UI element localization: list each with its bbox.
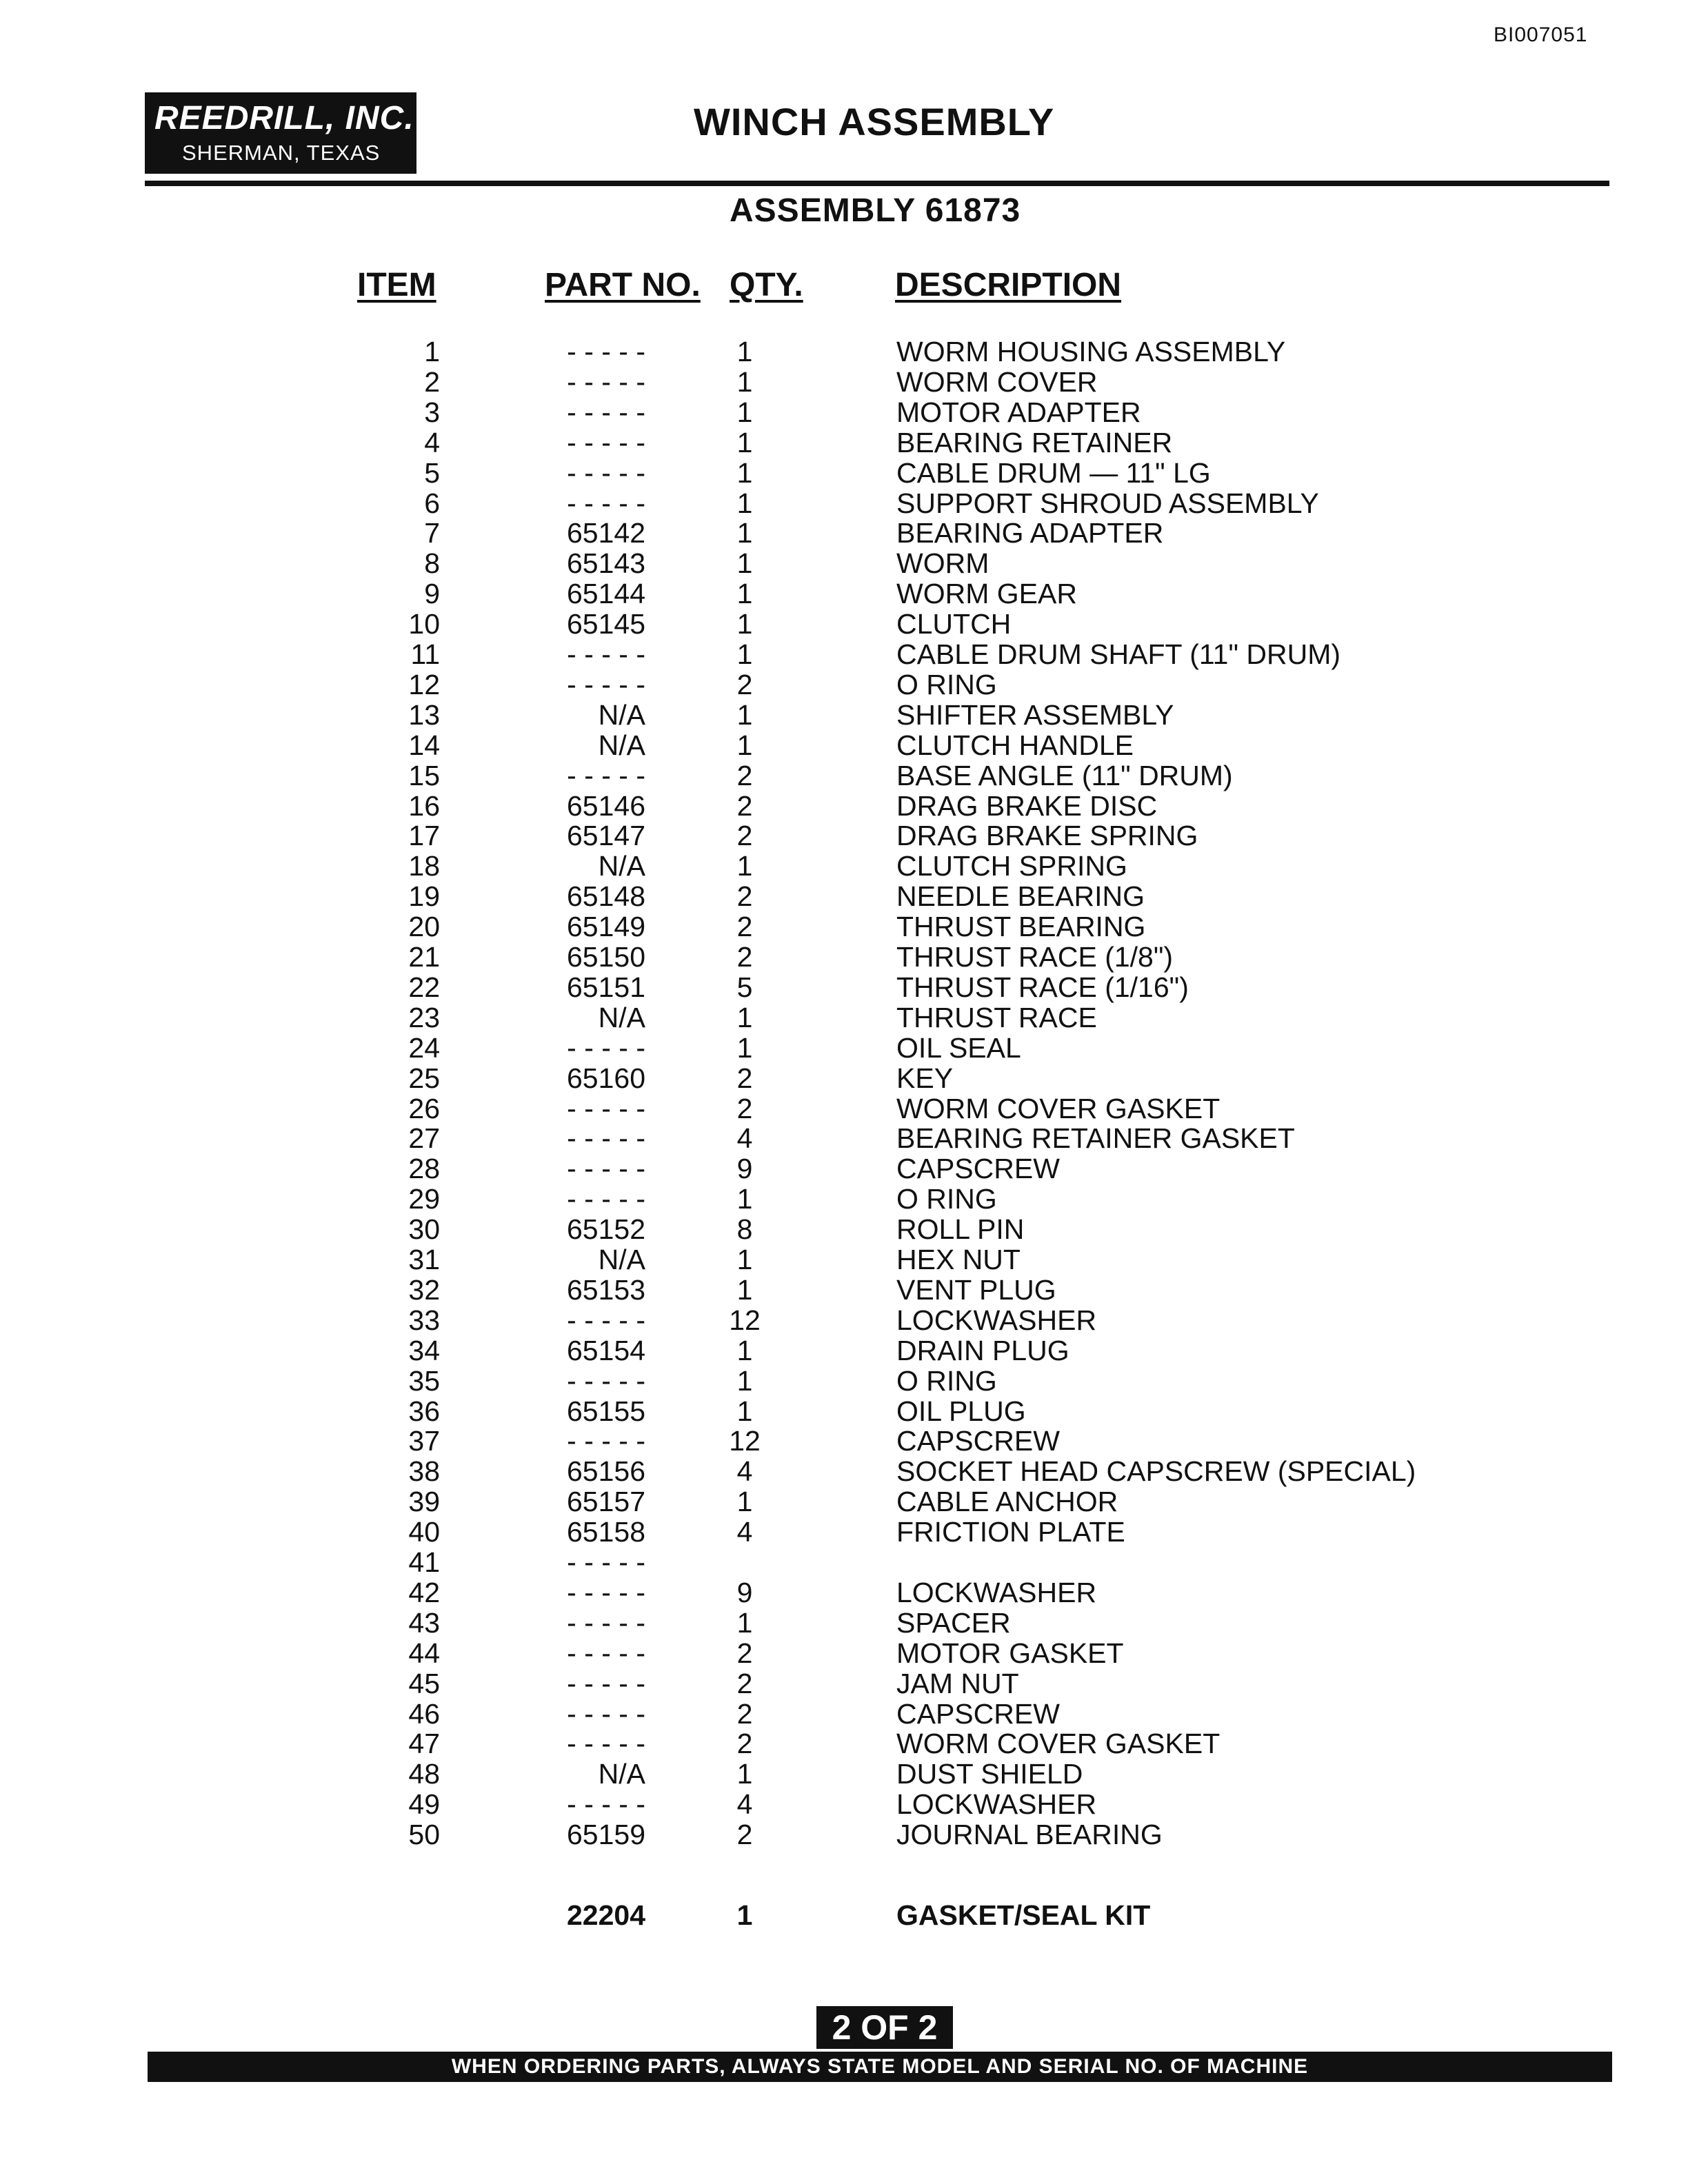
row-description: THRUST RACE bbox=[896, 1002, 1097, 1033]
table-row bbox=[0, 609, 1688, 639]
row-part-no: 65156 bbox=[566, 1455, 645, 1487]
row-description: DRAG BRAKE SPRING bbox=[896, 820, 1198, 851]
table-row bbox=[0, 851, 1688, 881]
table-row bbox=[0, 639, 1688, 669]
row-description: WORM COVER GASKET bbox=[896, 1093, 1220, 1124]
row-item: 26 bbox=[408, 1093, 440, 1124]
table-row bbox=[0, 881, 1688, 911]
table-row bbox=[0, 1396, 1688, 1426]
row-description: NEEDLE BEARING bbox=[896, 880, 1145, 912]
row-part-no: - - - - - bbox=[567, 1698, 645, 1730]
row-description: CAPSCREW bbox=[896, 1425, 1060, 1457]
row-qty: 1 bbox=[736, 517, 753, 549]
assembly-number: ASSEMBLY 61873 bbox=[730, 192, 1021, 229]
row-qty: 1 bbox=[736, 1335, 753, 1366]
row-qty: 2 bbox=[736, 1093, 753, 1124]
row-description: CABLE DRUM — 11" LG bbox=[896, 457, 1211, 489]
row-description: BEARING RETAINER bbox=[896, 427, 1173, 458]
row-item: 32 bbox=[408, 1274, 440, 1306]
table-row bbox=[0, 578, 1688, 609]
row-description: ROLL PIN bbox=[896, 1213, 1025, 1245]
row-qty: 4 bbox=[736, 1516, 753, 1548]
row-part-no: - - - - - bbox=[567, 1365, 645, 1397]
row-qty: 1 bbox=[736, 1244, 753, 1275]
table-row bbox=[0, 972, 1688, 1002]
row-qty: 9 bbox=[736, 1577, 753, 1608]
row-part-no: - - - - - bbox=[567, 1546, 645, 1578]
row-description: CABLE ANCHOR bbox=[896, 1486, 1118, 1517]
row-part-no: N/A bbox=[598, 699, 645, 731]
row-part-no: - - - - - bbox=[567, 396, 645, 428]
row-item: 13 bbox=[408, 699, 440, 731]
table-row bbox=[0, 1335, 1688, 1366]
row-description: CAPSCREW bbox=[896, 1153, 1060, 1184]
row-qty: 1 bbox=[736, 1758, 753, 1790]
row-description: SUPPORT SHROUD ASSEMBLY bbox=[896, 487, 1319, 519]
table-row bbox=[0, 669, 1688, 700]
row-description: MOTOR ADAPTER bbox=[896, 396, 1141, 428]
row-item: 37 bbox=[408, 1425, 440, 1457]
row-qty: 2 bbox=[736, 669, 753, 700]
table-row bbox=[0, 1305, 1688, 1335]
row-description: CLUTCH HANDLE bbox=[896, 729, 1134, 761]
row-qty: 2 bbox=[736, 820, 753, 851]
footer-notice: WHEN ORDERING PARTS, ALWAYS STATE MODEL AND SERIAL NO. OF MACHINE bbox=[148, 2052, 1612, 2082]
table-row bbox=[0, 336, 1688, 367]
row-item: 19 bbox=[408, 880, 440, 912]
table-row bbox=[0, 1244, 1688, 1275]
row-item: 46 bbox=[408, 1698, 440, 1730]
row-part-no: 65151 bbox=[566, 971, 645, 1003]
row-item: 3 bbox=[424, 396, 440, 428]
row-description: CLUTCH bbox=[896, 608, 1012, 640]
row-item: 39 bbox=[408, 1486, 440, 1517]
row-qty: 4 bbox=[736, 1122, 753, 1154]
row-part-no: 65152 bbox=[566, 1213, 645, 1245]
row-part-no: - - - - - bbox=[567, 1183, 645, 1215]
row-item: 9 bbox=[424, 578, 440, 609]
row-item: 8 bbox=[424, 547, 440, 579]
row-description: OIL PLUG bbox=[896, 1395, 1026, 1427]
row-qty: 1 bbox=[736, 1486, 753, 1517]
row-item: 33 bbox=[408, 1304, 440, 1336]
row-item: 7 bbox=[424, 517, 440, 549]
row-part-no: - - - - - bbox=[567, 760, 645, 791]
kit-description: GASKET/SEAL KIT bbox=[896, 1899, 1151, 1931]
row-item: 11 bbox=[410, 638, 440, 670]
table-row bbox=[0, 1002, 1688, 1033]
row-description: MOTOR GASKET bbox=[896, 1637, 1124, 1669]
row-description: SHIFTER ASSEMBLY bbox=[896, 699, 1174, 731]
row-part-no: - - - - - bbox=[567, 1577, 645, 1608]
row-description: DRAG BRAKE DISC bbox=[896, 790, 1158, 822]
table-row bbox=[0, 397, 1688, 427]
row-part-no: - - - - - bbox=[567, 1032, 645, 1064]
row-item: 27 bbox=[408, 1122, 440, 1154]
row-description: LOCKWASHER bbox=[896, 1788, 1097, 1820]
row-qty: 8 bbox=[736, 1213, 753, 1245]
row-qty: 1 bbox=[736, 427, 753, 458]
row-part-no: 65144 bbox=[566, 578, 645, 609]
row-item: 20 bbox=[408, 911, 440, 942]
row-qty: 1 bbox=[736, 729, 753, 761]
row-item: 12 bbox=[408, 669, 440, 700]
row-item: 34 bbox=[408, 1335, 440, 1366]
row-description: WORM COVER GASKET bbox=[896, 1728, 1220, 1759]
row-part-no: 65143 bbox=[566, 547, 645, 579]
row-qty: 1 bbox=[736, 457, 753, 489]
row-qty: 2 bbox=[736, 941, 753, 973]
table-row bbox=[0, 1668, 1688, 1699]
row-part-no: 65154 bbox=[566, 1335, 645, 1366]
row-item: 23 bbox=[408, 1002, 440, 1033]
row-qty: 12 bbox=[729, 1425, 761, 1457]
table-row bbox=[0, 458, 1688, 488]
row-part-no: - - - - - bbox=[567, 427, 645, 458]
row-part-no: 65145 bbox=[566, 608, 645, 640]
row-qty: 12 bbox=[729, 1304, 761, 1336]
row-item: 15 bbox=[408, 760, 440, 791]
table-row bbox=[0, 1608, 1688, 1638]
row-qty: 1 bbox=[736, 1032, 753, 1064]
row-part-no: - - - - - bbox=[567, 669, 645, 700]
row-item: 49 bbox=[408, 1788, 440, 1820]
row-item: 41 bbox=[408, 1546, 440, 1578]
table-row bbox=[0, 488, 1688, 518]
row-part-no: - - - - - bbox=[567, 366, 645, 398]
row-qty: 1 bbox=[736, 1183, 753, 1215]
row-item: 24 bbox=[408, 1032, 440, 1064]
row-qty: 1 bbox=[736, 1274, 753, 1306]
row-description: HEX NUT bbox=[896, 1244, 1021, 1275]
row-qty: 1 bbox=[736, 1002, 753, 1033]
row-part-no: 65149 bbox=[566, 911, 645, 942]
table-row bbox=[0, 760, 1688, 791]
row-description: CABLE DRUM SHAFT (11" DRUM) bbox=[896, 638, 1341, 670]
row-item: 30 bbox=[408, 1213, 440, 1245]
row-item: 40 bbox=[408, 1516, 440, 1548]
row-part-no: - - - - - bbox=[567, 336, 645, 367]
page-indicator: 2 OF 2 bbox=[816, 2006, 953, 2049]
column-header-qty: QTY. bbox=[730, 267, 803, 303]
row-item: 21 bbox=[408, 941, 440, 973]
table-row bbox=[0, 1456, 1688, 1486]
row-description: BASE ANGLE (11" DRUM) bbox=[896, 760, 1233, 791]
row-qty: 1 bbox=[736, 578, 753, 609]
row-description: DRAIN PLUG bbox=[896, 1335, 1069, 1366]
row-item: 45 bbox=[408, 1668, 440, 1699]
row-description: SPACER bbox=[896, 1607, 1011, 1639]
row-item: 18 bbox=[408, 850, 440, 882]
row-description: O RING bbox=[896, 669, 997, 700]
row-part-no: - - - - - bbox=[567, 638, 645, 670]
row-qty: 1 bbox=[736, 638, 753, 670]
table-row bbox=[0, 1153, 1688, 1184]
page-title: WINCH ASSEMBLY bbox=[694, 100, 1055, 143]
row-qty: 2 bbox=[736, 1637, 753, 1669]
row-part-no: N/A bbox=[598, 1002, 645, 1033]
row-description: WORM COVER bbox=[896, 366, 1098, 398]
row-qty: 1 bbox=[736, 1365, 753, 1397]
row-item: 25 bbox=[408, 1062, 440, 1094]
row-part-no: 65157 bbox=[566, 1486, 645, 1517]
row-part-no: - - - - - bbox=[567, 1425, 645, 1457]
row-qty: 1 bbox=[736, 699, 753, 731]
row-description: VENT PLUG bbox=[896, 1274, 1056, 1306]
row-part-no: N/A bbox=[598, 1244, 645, 1275]
row-description: LOCKWASHER bbox=[896, 1304, 1097, 1336]
row-item: 44 bbox=[408, 1637, 440, 1669]
table-row bbox=[0, 1063, 1688, 1093]
row-item: 6 bbox=[424, 487, 440, 519]
row-part-no: - - - - - bbox=[567, 1728, 645, 1759]
row-part-no: - - - - - bbox=[567, 457, 645, 489]
table-row bbox=[0, 1577, 1688, 1608]
row-description: JAM NUT bbox=[896, 1668, 1019, 1699]
column-header-item: ITEM bbox=[357, 267, 436, 303]
row-part-no: N/A bbox=[598, 729, 645, 761]
table-row bbox=[0, 1033, 1688, 1063]
row-item: 43 bbox=[408, 1607, 440, 1639]
row-description: THRUST RACE (1/16") bbox=[896, 971, 1189, 1003]
kit-row bbox=[0, 1900, 1688, 1930]
row-description: OIL SEAL bbox=[896, 1032, 1021, 1064]
table-row bbox=[0, 942, 1688, 972]
row-qty: 1 bbox=[736, 366, 753, 398]
table-row bbox=[0, 1759, 1688, 1789]
row-item: 14 bbox=[408, 729, 440, 761]
row-qty: 1 bbox=[736, 547, 753, 579]
row-part-no: 65147 bbox=[566, 820, 645, 851]
row-item: 38 bbox=[408, 1455, 440, 1487]
row-qty: 1 bbox=[736, 608, 753, 640]
kit-part-no: 22204 bbox=[566, 1899, 645, 1931]
table-row bbox=[0, 1699, 1688, 1729]
row-item: 5 bbox=[424, 457, 440, 489]
row-item: 17 bbox=[408, 820, 440, 851]
row-item: 16 bbox=[408, 790, 440, 822]
row-part-no: 65142 bbox=[566, 517, 645, 549]
table-row bbox=[0, 1093, 1688, 1124]
row-part-no: - - - - - bbox=[567, 1122, 645, 1154]
kit-qty: 1 bbox=[736, 1899, 753, 1931]
row-qty: 4 bbox=[736, 1455, 753, 1487]
column-header-part-no: PART NO. bbox=[545, 267, 701, 303]
table-row bbox=[0, 548, 1688, 578]
row-qty: 2 bbox=[736, 1698, 753, 1730]
row-qty: 1 bbox=[736, 396, 753, 428]
table-row bbox=[0, 791, 1688, 821]
row-description: BEARING ADAPTER bbox=[896, 517, 1164, 549]
row-qty: 5 bbox=[736, 971, 753, 1003]
row-item: 31 bbox=[408, 1244, 440, 1275]
row-item: 42 bbox=[408, 1577, 440, 1608]
company-logo bbox=[145, 92, 416, 174]
row-description: DUST SHIELD bbox=[896, 1758, 1083, 1790]
row-qty: 1 bbox=[736, 850, 753, 882]
row-description: JOURNAL BEARING bbox=[896, 1819, 1163, 1850]
row-part-no: N/A bbox=[598, 1758, 645, 1790]
row-qty: 2 bbox=[736, 1668, 753, 1699]
table-row bbox=[0, 1638, 1688, 1668]
table-row bbox=[0, 367, 1688, 397]
row-part-no: 65153 bbox=[566, 1274, 645, 1306]
row-qty: 2 bbox=[736, 911, 753, 942]
row-description: CAPSCREW bbox=[896, 1698, 1060, 1730]
table-row bbox=[0, 1728, 1688, 1759]
header-rule bbox=[145, 181, 1609, 186]
row-qty: 2 bbox=[736, 790, 753, 822]
table-row bbox=[0, 1486, 1688, 1517]
table-row bbox=[0, 1789, 1688, 1819]
row-part-no: 65160 bbox=[566, 1062, 645, 1094]
row-part-no: 65158 bbox=[566, 1516, 645, 1548]
row-part-no: 65159 bbox=[566, 1819, 645, 1850]
row-qty: 9 bbox=[736, 1153, 753, 1184]
row-part-no: - - - - - bbox=[567, 1788, 645, 1820]
column-header-description: DESCRIPTION bbox=[895, 267, 1122, 303]
table-row bbox=[0, 427, 1688, 458]
row-item: 47 bbox=[408, 1728, 440, 1759]
row-qty: 1 bbox=[736, 487, 753, 519]
row-qty: 1 bbox=[736, 336, 753, 367]
row-description: LOCKWASHER bbox=[896, 1577, 1097, 1608]
row-description: O RING bbox=[896, 1183, 997, 1215]
row-qty: 2 bbox=[736, 880, 753, 912]
row-item: 35 bbox=[408, 1365, 440, 1397]
row-qty: 1 bbox=[736, 1607, 753, 1639]
table-row bbox=[0, 1275, 1688, 1305]
row-part-no: - - - - - bbox=[567, 1607, 645, 1639]
row-item: 36 bbox=[408, 1395, 440, 1427]
row-part-no: - - - - - bbox=[567, 1637, 645, 1669]
row-part-no: - - - - - bbox=[567, 1093, 645, 1124]
table-row bbox=[0, 820, 1688, 851]
row-item: 22 bbox=[408, 971, 440, 1003]
row-description: WORM HOUSING ASSEMBLY bbox=[896, 336, 1286, 367]
row-description: CLUTCH SPRING bbox=[896, 850, 1127, 882]
table-row bbox=[0, 1123, 1688, 1153]
table-row bbox=[0, 700, 1688, 730]
row-part-no: - - - - - bbox=[567, 1668, 645, 1699]
row-description: KEY bbox=[896, 1062, 954, 1094]
row-part-no: - - - - - bbox=[567, 487, 645, 519]
row-part-no: - - - - - bbox=[567, 1304, 645, 1336]
row-qty: 1 bbox=[736, 1395, 753, 1427]
row-qty: 4 bbox=[736, 1788, 753, 1820]
row-description: WORM bbox=[896, 547, 989, 579]
row-qty: 2 bbox=[736, 1728, 753, 1759]
table-row bbox=[0, 1184, 1688, 1214]
row-qty: 2 bbox=[736, 760, 753, 791]
row-description: THRUST BEARING bbox=[896, 911, 1146, 942]
table-row bbox=[0, 1819, 1688, 1850]
table-row bbox=[0, 1366, 1688, 1396]
row-item: 28 bbox=[408, 1153, 440, 1184]
row-description: THRUST RACE (1/8") bbox=[896, 941, 1174, 973]
row-part-no: 65146 bbox=[566, 790, 645, 822]
row-description: O RING bbox=[896, 1365, 997, 1397]
row-item: 50 bbox=[408, 1819, 440, 1850]
row-description: FRICTION PLATE bbox=[896, 1516, 1125, 1548]
row-item: 48 bbox=[408, 1758, 440, 1790]
row-item: 4 bbox=[424, 427, 440, 458]
document-id: BI007051 bbox=[1494, 23, 1588, 46]
table-row bbox=[0, 911, 1688, 942]
row-part-no: 65150 bbox=[566, 941, 645, 973]
company-name: REEDRILL, INC. bbox=[154, 100, 414, 136]
company-location: SHERMAN, TEXAS bbox=[182, 141, 381, 165]
table-row bbox=[0, 518, 1688, 548]
row-qty: 2 bbox=[736, 1062, 753, 1094]
row-part-no: N/A bbox=[598, 850, 645, 882]
row-qty: 2 bbox=[736, 1819, 753, 1850]
table-row bbox=[0, 730, 1688, 760]
row-item: 29 bbox=[408, 1183, 440, 1215]
row-description: BEARING RETAINER GASKET bbox=[896, 1122, 1295, 1154]
row-part-no: - - - - - bbox=[567, 1153, 645, 1184]
row-part-no: 65155 bbox=[566, 1395, 645, 1427]
row-description: WORM GEAR bbox=[896, 578, 1077, 609]
row-item: 2 bbox=[424, 366, 440, 398]
table-row bbox=[0, 1426, 1688, 1456]
table-row bbox=[0, 1547, 1688, 1577]
table-row bbox=[0, 1517, 1688, 1547]
row-description: SOCKET HEAD CAPSCREW (SPECIAL) bbox=[896, 1455, 1416, 1487]
row-item: 1 bbox=[424, 336, 440, 367]
table-row bbox=[0, 1214, 1688, 1244]
row-item: 10 bbox=[408, 608, 440, 640]
row-part-no: 65148 bbox=[566, 880, 645, 912]
